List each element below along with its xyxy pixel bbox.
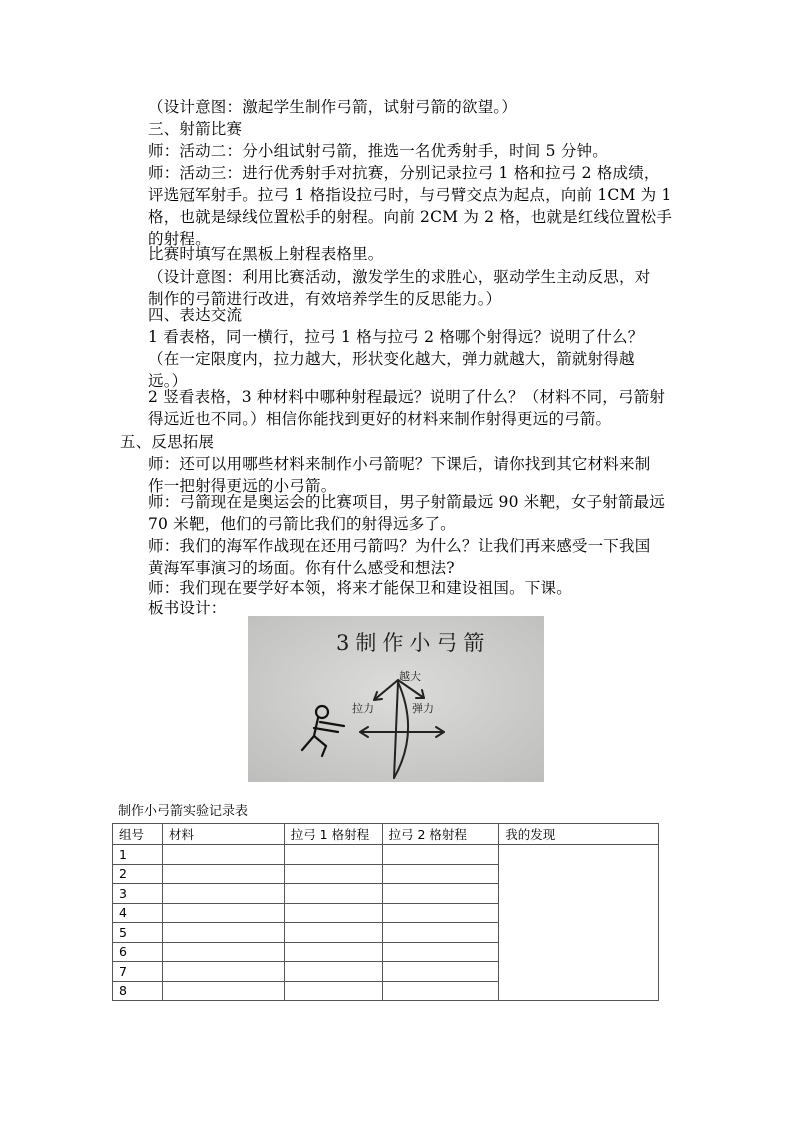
text-line: （设计意图：利用比赛活动，激发学生的求胜心，驱动学生主动反思，对	[148, 268, 651, 286]
text-line: 2 竖看表格，3 种材料中哪种射程最远？说明了什么？（材料不同，弓箭射	[148, 388, 666, 406]
header-group-no: 组号	[113, 824, 163, 845]
empty-cell	[382, 923, 499, 943]
empty-cell	[284, 981, 382, 1001]
group-number-cell: 6	[113, 942, 163, 962]
empty-cell	[284, 942, 382, 962]
text-line: 的射程。	[148, 230, 211, 248]
empty-cell	[382, 981, 499, 1001]
empty-cell	[284, 864, 382, 884]
text-line: 四、表达交流	[148, 306, 243, 324]
header-range-1: 拉弓 1 格射程	[284, 824, 382, 845]
empty-cell	[382, 903, 499, 923]
group-number-cell: 8	[113, 981, 163, 1001]
empty-cell	[284, 903, 382, 923]
table-header-row	[113, 824, 659, 845]
empty-cell	[284, 884, 382, 904]
text-line: 五、反思拓展	[120, 433, 215, 451]
empty-cell	[382, 884, 499, 904]
text-line: （设计意图：激起学生制作弓箭，试射弓箭的欲望。）	[148, 98, 518, 116]
label-tan-li: 弹力	[412, 702, 434, 715]
text-line: 师：我们的海军作战现在还用弓箭吗？为什么？让我们再来感受一下我国	[148, 537, 651, 555]
empty-cell	[284, 845, 382, 865]
empty-cell	[162, 864, 284, 884]
table-caption: 制作小弓箭实验记录表	[118, 804, 249, 819]
group-number-cell: 5	[113, 923, 163, 943]
empty-cell	[382, 845, 499, 865]
text-line: 板书设计：	[148, 599, 227, 617]
empty-cell	[162, 884, 284, 904]
text-line: 得远近也不同。）相信你能找到更好的材料来制作射得更远的弓箭。	[148, 410, 612, 428]
empty-cell	[162, 962, 284, 982]
header-findings: 我的发现	[499, 824, 659, 845]
text-line: 比赛时填写在黑板上射程表格里。	[148, 245, 384, 263]
empty-cell	[162, 942, 284, 962]
experiment-record-table	[112, 823, 659, 1001]
label-la-li: 拉力	[352, 702, 374, 715]
text-line: 三、射箭比赛	[148, 120, 243, 138]
text-line: 黄海军事演习的场面。你有什么感受和想法?	[148, 559, 455, 577]
empty-cell	[162, 981, 284, 1001]
empty-cell	[382, 942, 499, 962]
text-line: 制作的弓箭进行改进，有效培养学生的反思能力。）	[148, 290, 502, 308]
label-yue-da: 越大	[399, 670, 421, 683]
text-line: 格，也就是绿线位置松手的射程。向前 2CM 为 2 格，也就是红线位置松手	[148, 208, 673, 226]
empty-cell	[382, 864, 499, 884]
header-range-2: 拉弓 2 格射程	[382, 824, 499, 845]
group-number-cell: 3	[113, 884, 163, 904]
group-number-cell: 7	[113, 962, 163, 982]
group-number-cell: 2	[113, 864, 163, 884]
findings-cell	[499, 845, 659, 1001]
blackboard-drawing	[248, 616, 544, 782]
header-material: 材料	[162, 824, 284, 845]
blackboard-title: 3制作小弓箭	[336, 631, 491, 655]
empty-cell	[162, 923, 284, 943]
empty-cell	[284, 962, 382, 982]
text-line: 师：弓箭现在是奥运会的比赛项目，男子射箭最远 90 米靶，女子射箭最远	[148, 493, 666, 511]
text-line: 师：还可以用哪些材料来制作小弓箭呢？下课后，请你找到其它材料来制	[148, 455, 651, 473]
blackboard-photo	[248, 616, 544, 782]
text-line: 师：我们现在要学好本领，将来才能保卫和建设祖国。下课。	[148, 579, 572, 597]
group-number-cell: 1	[113, 845, 163, 865]
text-line: 评选冠军射手。拉弓 1 格指设拉弓时，与弓臂交点为起点，向前 1CM 为 1	[148, 186, 672, 204]
empty-cell	[162, 903, 284, 923]
empty-cell	[284, 923, 382, 943]
empty-cell	[382, 962, 499, 982]
group-number-cell: 4	[113, 903, 163, 923]
text-line: 师：活动二：分小组试射弓箭，推选一名优秀射手，时间 5 分钟。	[148, 142, 608, 160]
text-line: 远。）	[148, 372, 188, 390]
text-line: 1 看表格，同一横行，拉弓 1 格与拉弓 2 格哪个射得远？说明了什么？	[148, 328, 644, 346]
text-line: 70 米靶，他们的弓箭比我们的射得远多了。	[148, 515, 456, 533]
text-line: （在一定限度内，拉力越大，形状变化越大，弹力就越大，箭就射得越	[148, 350, 635, 368]
table-row	[113, 845, 659, 865]
text-line: 作一把射得更远的小弓箭。	[148, 477, 337, 495]
empty-cell	[162, 845, 284, 865]
text-line: 师：活动三：进行优秀射手对抗赛，分别记录拉弓 1 格和拉弓 2 格成绩，	[148, 164, 660, 182]
